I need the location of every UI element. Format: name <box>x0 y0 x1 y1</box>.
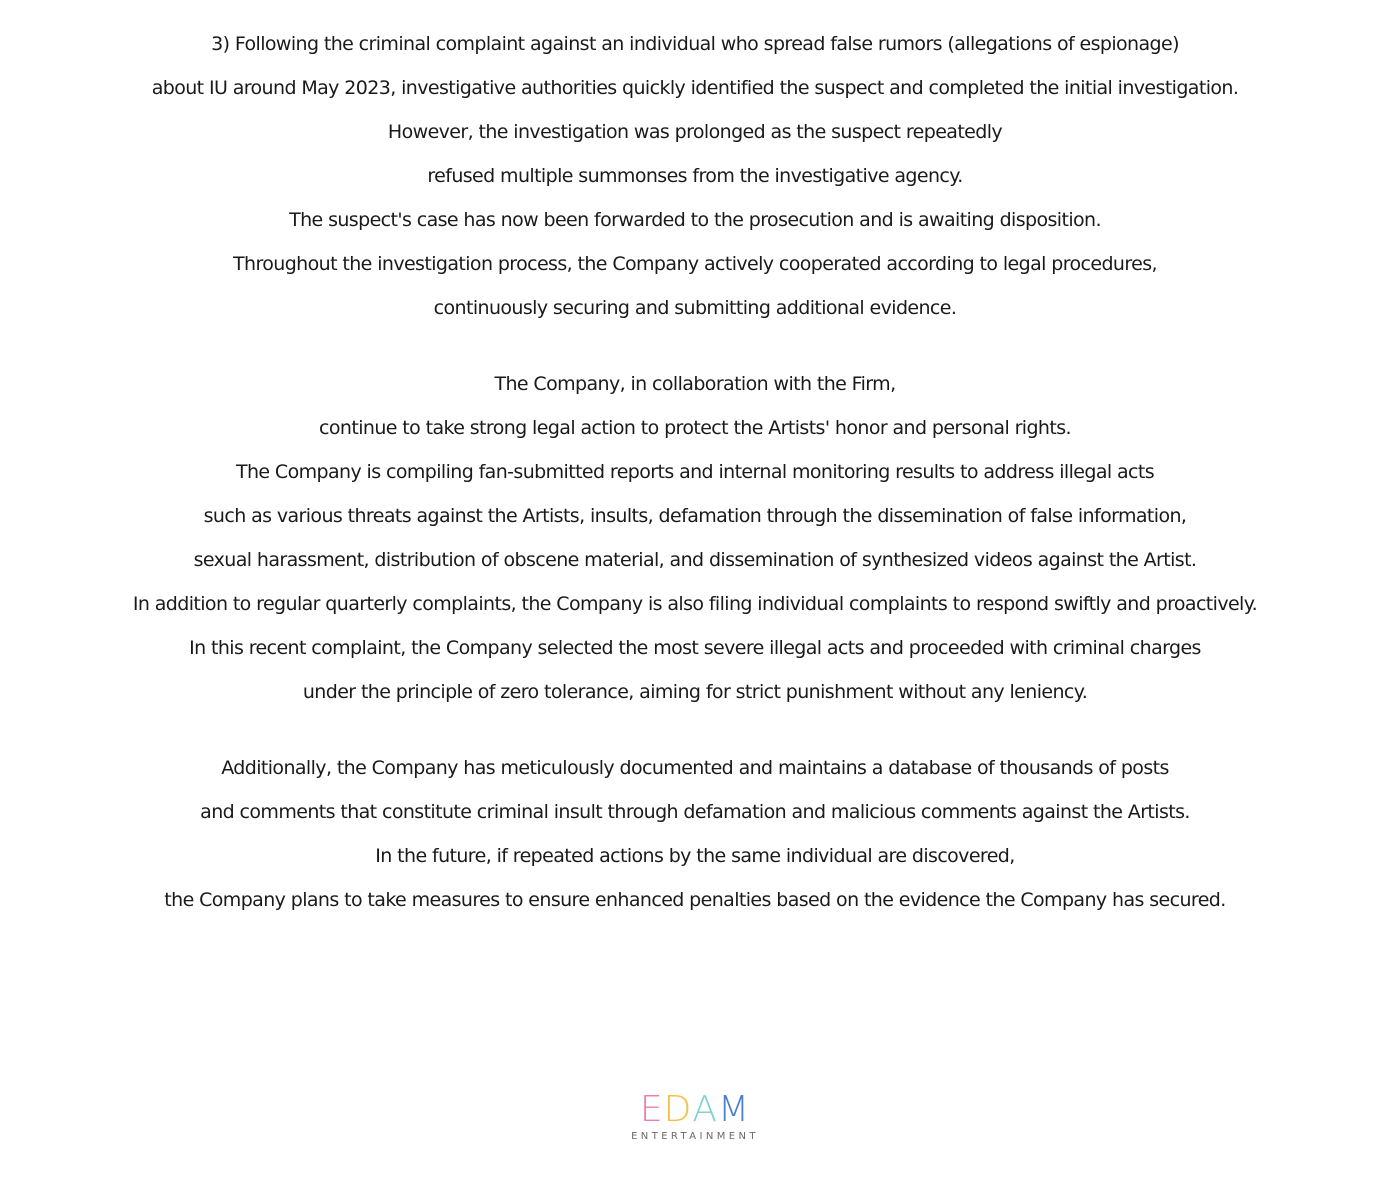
paragraph-database <box>0 746 1390 922</box>
logo-letter-m: M <box>718 1089 751 1130</box>
text-line: However, the investigation was prolonged as the suspect repeatedly <box>387 121 1003 143</box>
text-line: and comments that constitute criminal insult through defamation and malicious comments against the Artists. <box>200 801 1190 823</box>
text-line: In this recent complaint, the Company selected the most severe illegal acts and proceeded with criminal charges <box>189 637 1201 659</box>
text-line: the Company plans to take measures to ensure enhanced penalties based on the evidence the Company has secured. <box>164 889 1226 911</box>
text-line: continue to take strong legal action to protect the Artists' honor and personal rights. <box>319 417 1071 439</box>
text-line: such as various threats against the Artists, insults, defamation through the dissemination of false information, <box>203 505 1187 527</box>
text-line: Additionally, the Company has meticulously documented and maintains a database of thousands of posts <box>221 757 1169 779</box>
edam-logo <box>0 1090 1390 1144</box>
logo-wordmark <box>640 1090 750 1130</box>
paragraph-investigation <box>0 22 1390 330</box>
text-line: refused multiple summonses from the investigative agency. <box>427 165 963 187</box>
text-line: The Company is compiling fan-submitted reports and internal monitoring results to address illegal acts <box>235 461 1155 483</box>
paragraph-legal-action <box>0 362 1390 714</box>
text-line: The Company, in collaboration with the Firm, <box>494 373 896 395</box>
text-line: 3) Following the criminal complaint against an individual who spread false rumors (allegations of espionage) <box>211 33 1179 55</box>
text-line: In addition to regular quarterly complaints, the Company is also filing individual complaints to respond swiftly and proactively. <box>132 593 1258 615</box>
logo-subtitle: ENTERTAINMENT <box>631 1131 759 1142</box>
notice-body <box>0 22 1390 954</box>
text-line: sexual harassment, distribution of obscene material, and dissemination of synthesized videos against the Artist. <box>193 549 1197 571</box>
text-line: continuously securing and submitting additional evidence. <box>433 297 957 319</box>
logo-letter-d: D <box>663 1089 693 1130</box>
text-line: under the principle of zero tolerance, aiming for strict punishment without any leniency. <box>302 681 1088 703</box>
text-line: In the future, if repeated actions by the same individual are discovered, <box>375 845 1015 867</box>
logo-letter-e: E <box>639 1089 664 1130</box>
text-line: Throughout the investigation process, the Company actively cooperated according to legal procedures, <box>233 253 1157 275</box>
text-line: about IU around May 2023, investigative authorities quickly identified the suspect and completed the initial investigation. <box>151 77 1239 99</box>
text-line: The suspect's case has now been forwarded to the prosecution and is awaiting disposition. <box>289 209 1101 231</box>
logo-letter-a: A <box>692 1089 719 1130</box>
